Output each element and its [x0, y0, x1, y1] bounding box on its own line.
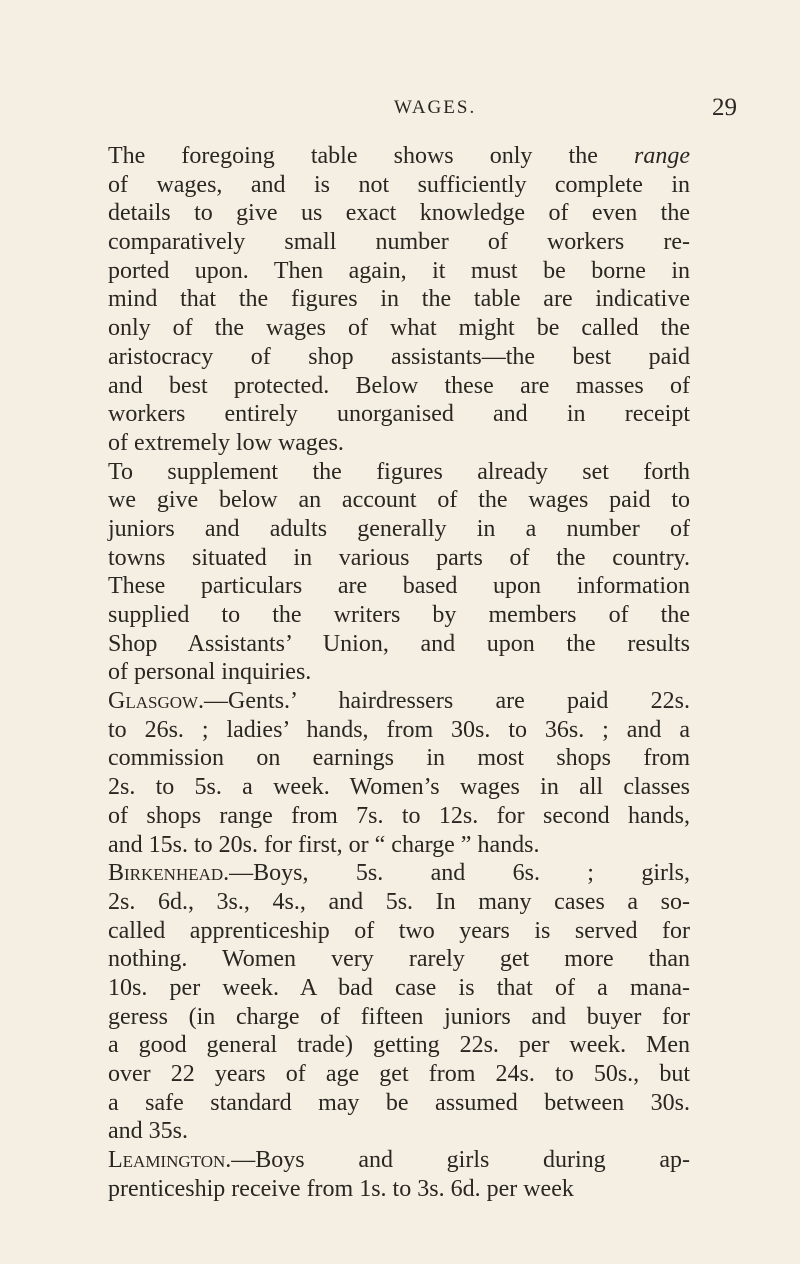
text-line: To supplement the figures already set forth: [108, 458, 690, 485]
text-line: commission on earnings in most shops from: [108, 745, 690, 772]
italic-range: range: [634, 143, 690, 169]
page-number: 29: [712, 94, 737, 121]
text-line: nothing. Women very rarely get more than: [108, 946, 690, 973]
text-line: geress (in charge of fifteen juniors and buyer for: [108, 1003, 690, 1030]
text-line: a good general trade) getting 22s. per week. Men: [108, 1032, 690, 1059]
text-line: The foregoing table shows only the range: [108, 143, 690, 169]
text-line: of extremely low wages.: [108, 429, 344, 456]
text-line: mind that the figures in the table are indicative: [108, 286, 690, 313]
text-line: juniors and adults generally in a number of: [108, 515, 690, 542]
page-header: [0, 92, 800, 124]
text-line: Leamington.—Boys and girls during ap-: [108, 1147, 690, 1174]
place-name-glasgow: Glasgow.: [108, 688, 205, 715]
text-line: called apprenticeship of two years is served for: [108, 917, 690, 944]
text-line: Glasgow.—Gents.’ hairdressers are paid 22s.: [108, 688, 690, 715]
text-line: workers entirely unorganised and in receipt: [108, 401, 690, 428]
running-head: WAGES.: [394, 97, 477, 118]
text-line: towns situated in various parts of the country.: [108, 544, 690, 571]
text-line: supplied to the writers by members of the: [108, 602, 690, 628]
text-line: 10s. per week. A bad case is that of a mana-: [108, 974, 690, 1001]
text-line: Shop Assistants’ Union, and upon the results: [108, 630, 690, 657]
text-line: Birkenhead.—Boys, 5s. and 6s. ; girls,: [108, 860, 690, 887]
text-line: 2s. to 5s. a week. Women’s wages in all classes: [108, 774, 690, 801]
text-line: of personal inquiries.: [108, 659, 312, 686]
text-line: and 35s.: [108, 1118, 188, 1145]
text-line: of shops range from 7s. to 12s. for second hands,: [108, 802, 690, 829]
text-line: of wages, and is not sufficiently complete in: [108, 171, 690, 198]
text-line: details to give us exact knowledge of even the: [108, 200, 690, 227]
place-name-leamington: Leamington.: [108, 1147, 232, 1174]
text-line: and best protected. Below these are masses of: [108, 372, 690, 399]
text-line: we give below an account of the wages paid to: [108, 487, 690, 514]
place-name-birkenhead: Birkenhead.: [108, 860, 230, 887]
text-line: over 22 years of age get from 24s. to 50s., but: [108, 1061, 690, 1087]
text-line: 2s. 6d., 3s., 4s., and 5s. In many cases a so-: [108, 888, 690, 915]
text-line: a safe standard may be assumed between 30s.: [108, 1089, 690, 1116]
text-line: prenticeship receive from 1s. to 3s. 6d. per week: [108, 1175, 574, 1202]
text-line: only of the wages of what might be called the: [108, 315, 690, 342]
body-text: [108, 142, 690, 1203]
text-line: comparatively small number of workers re-: [108, 229, 690, 256]
text-line: aristocracy of shop assistants—the best paid: [108, 343, 690, 370]
text-line: and 15s. to 20s. for first, or “ charge ” hands.: [108, 831, 540, 858]
text-line: These particulars are based upon information: [108, 573, 690, 600]
text-line: to 26s. ; ladies’ hands, from 30s. to 36s. ; and a: [108, 716, 690, 743]
text-line: ported upon. Then again, it must be borne in: [108, 257, 690, 284]
